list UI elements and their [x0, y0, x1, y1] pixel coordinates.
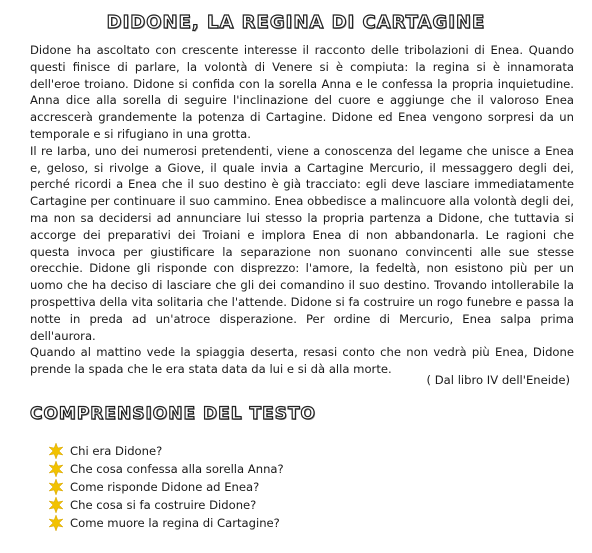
question-text: Che cosa si fa costruire Didone? — [70, 498, 257, 512]
star-bullet-icon — [48, 479, 64, 495]
list-item — [48, 460, 284, 478]
list-item — [48, 514, 284, 532]
page-title: DIDONE, LA REGINA DI CARTAGINE — [106, 12, 486, 33]
question-text: Come muore la regina di Cartagine? — [70, 516, 280, 530]
section-title: COMPRENSIONE DEL TESTO — [30, 404, 316, 424]
question-list — [48, 442, 284, 532]
star-bullet-icon — [48, 515, 64, 531]
question-text: Che cosa confessa alla sorella Anna? — [70, 462, 284, 476]
list-item — [48, 442, 284, 460]
story-text — [30, 42, 574, 378]
paragraph: Didone ha ascoltato con crescente interesse il racconto delle tribolazioni di Enea. Quando questi finisce di parlare, la volontà di Venere si è compiuta: la regina si è innamorata dell'eroe troiano. Didone si confida con la sorella Anna e le confessa la propria inquietudine. Anna dice alla sorella di seguire l'inclinazione del cuore e aggiunge che il valoroso Enea accrescerà grandemente la potenza di Cartagine. Didone ed Enea vengono sorpresi da un temporale e si rifugiano in una grotta. — [30, 43, 574, 141]
question-text: Chi era Didone? — [70, 444, 163, 458]
source-citation: ( Dal libro IV dell'Eneide) — [426, 373, 570, 387]
star-bullet-icon — [48, 461, 64, 477]
star-bullet-icon — [48, 497, 64, 513]
list-item — [48, 496, 284, 514]
paragraph: Quando al mattino vede la spiaggia deserta, resasi conto che non vedrà più Enea, Didone prende la spada che le era stata data da lui e si dà alla morte. — [30, 345, 574, 377]
paragraph: Il re Iarba, uno dei numerosi pretendenti, viene a conoscenza del legame che unisce a Enea e, geloso, si rivolge a Giove, il quale invia a Cartagine Mercurio, il messaggero degli dei, perché ricordi a Enea che il suo destino è già tracciato: egli deve lasciare immediatamente Cartagine per continuare il suo cammino. Enea obbedisce a malincuore alla volontà degli dei, ma non sa decidersi ad annunciare lui stesso la propria partenza a Didone, che tuttavia si accorge dei preparativi dei Troiani e implora Enea di non abbandonarla. Le ragioni che questa invoca per giustificare la separazione non suonano convincenti alle sue stesse orecchie. Didone gli risponde con disprezzo: l'amore, la fedeltà, non esistono più per un uomo che ha deciso di lasciare che gli dei comandino il suo destino. Trovando intollerabile la prospettiva della vita solitaria che l'attende. Didone si fa costruire un rogo funebre e passa la notte in preda ad un'atroce disperazione. Per ordine di Mercurio, Enea salpa prima dell'aurora. — [30, 143, 574, 343]
list-item — [48, 478, 284, 496]
star-bullet-icon — [48, 443, 64, 459]
question-text: Come risponde Didone ad Enea? — [70, 480, 260, 494]
